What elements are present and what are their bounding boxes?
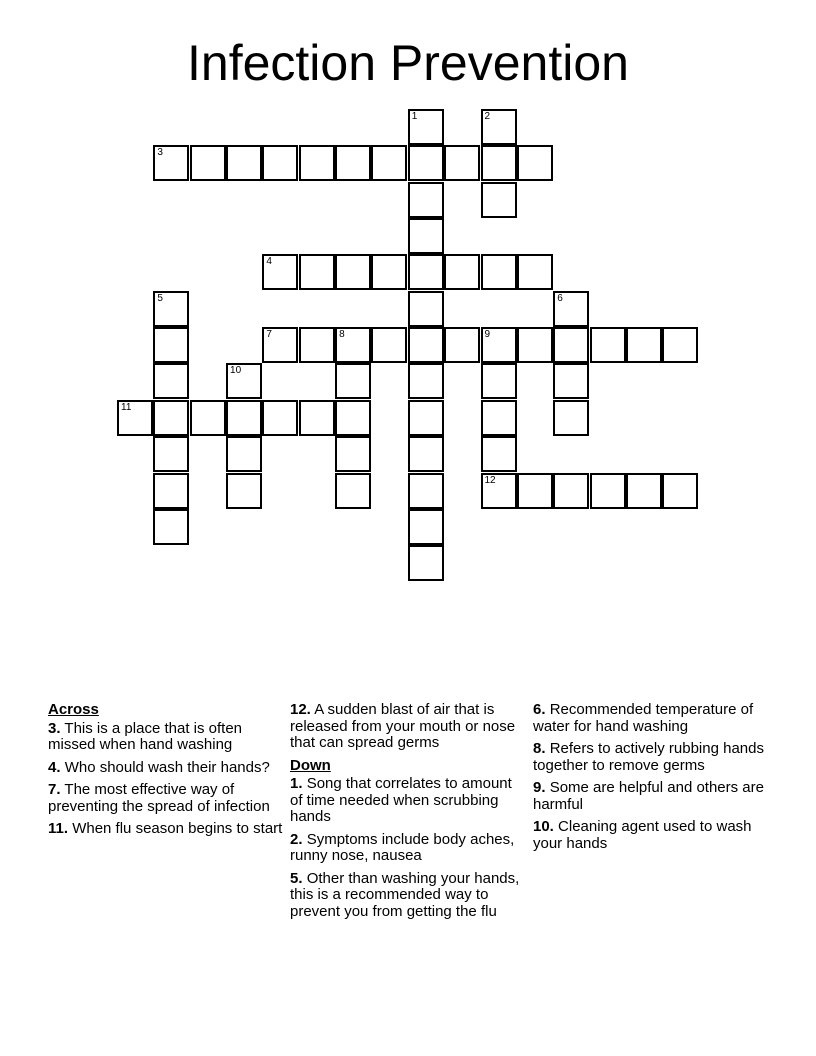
down-heading: Down [290,756,331,774]
clue-text: Recommended temperature of water for hand washing [533,701,754,735]
clue-number: 2 [484,111,491,122]
grid-cell[interactable] [262,145,298,181]
grid-cell[interactable] [226,400,262,436]
clue-number: 5 [157,292,163,304]
grid-cell[interactable] [444,145,480,181]
grid-cell[interactable] [481,436,517,472]
clue-number-label: 2. [290,830,303,848]
clue-number: 12 [484,474,496,486]
grid-cell[interactable] [371,145,407,181]
clue [533,702,769,735]
grid-cell[interactable] [408,327,444,363]
grid-cell[interactable] [517,473,553,509]
grid-cell[interactable] [299,145,335,181]
clue [48,821,284,838]
grid-cell[interactable] [299,254,335,290]
clue-text: A sudden blast of air that is released from your mouth or nose that can spread germs [290,701,516,751]
clue-text: Some are helpful and others are harmful [533,779,764,813]
clue-number-label: 6. [533,701,546,718]
grid-cell[interactable] [153,473,189,509]
grid-cell[interactable] [335,254,371,290]
grid-cell[interactable] [481,400,517,436]
grid-cell[interactable] [408,473,444,509]
grid-cell[interactable] [335,473,371,509]
grid-cell[interactable] [408,436,444,472]
clue-column-1 [48,702,284,844]
grid-cell[interactable] [299,327,335,363]
grid-cell[interactable] [299,400,335,436]
grid-cell[interactable] [190,400,226,436]
clue-text: Song that correlates to amount of time needed when scrubbing hands [290,775,512,825]
clue-number: 9 [484,329,491,341]
grid-cell[interactable] [408,291,444,327]
grid-cell[interactable] [226,473,262,509]
grid-cell[interactable] [335,363,371,399]
grid-cell[interactable] [481,363,517,399]
clue [48,782,284,815]
clue-column-3 [533,702,769,858]
grid-cell[interactable] [408,145,444,181]
grid-cell[interactable] [590,473,626,509]
clue-number: 6 [557,292,563,304]
clue-number: 4 [266,256,272,268]
grid-cell[interactable] [662,327,698,363]
clue-number-label: 10. [533,818,554,835]
clue-number-label: 7. [48,781,61,798]
clue-text: Who should wash their hands? [64,758,270,776]
clue-text: When flu season begins to start [72,820,283,837]
grid-cell[interactable] [226,145,262,181]
grid-cell[interactable] [408,182,444,218]
grid-cell[interactable] [226,363,262,399]
clue-number-label: 4. [48,758,61,776]
grid-cell[interactable] [626,327,662,363]
grid-cell[interactable] [335,436,371,472]
grid-cell[interactable] [481,473,517,509]
grid-cell[interactable] [481,145,517,181]
grid-cell[interactable] [408,218,444,254]
grid-cell[interactable] [481,254,517,290]
grid-cell[interactable] [662,473,698,509]
clue-text: This is a place that is often missed when hand washing [48,719,243,753]
grid-cell[interactable] [481,182,517,218]
clue [533,780,769,813]
clue-number-label: 9. [533,779,546,796]
grid-cell[interactable] [553,327,589,363]
grid-cell[interactable] [262,327,298,363]
grid-cell[interactable] [153,291,189,327]
grid-cell[interactable] [408,545,444,581]
grid-cell[interactable] [553,363,589,399]
grid-cell[interactable] [444,254,480,290]
grid-cell[interactable] [481,109,517,145]
grid-cell[interactable] [262,254,298,290]
clue-number: 3 [157,147,163,159]
grid-cell[interactable] [553,400,589,436]
clue-number-label: 11. [48,820,69,837]
grid-cell[interactable] [626,473,662,509]
grid-cell[interactable] [335,400,371,436]
across-heading: Across [48,701,99,718]
clue-text: Other than washing your hands, this is a recommended way to prevent you from getting the flu [290,869,520,920]
grid-cell[interactable] [408,109,444,145]
grid-cell[interactable] [153,145,189,181]
grid-cell[interactable] [408,254,444,290]
grid-cell[interactable] [153,509,189,545]
grid-cell[interactable] [153,363,189,399]
grid-cell[interactable] [444,327,480,363]
grid-cell[interactable] [408,509,444,545]
clue [48,721,284,754]
clue-text: Cleaning agent used to wash your hands [533,818,752,852]
clue-number: 7 [266,329,272,341]
grid-cell[interactable] [371,254,407,290]
grid-cell[interactable] [190,145,226,181]
clue-number: 11 [121,401,132,413]
clue [48,760,284,777]
grid-cell[interactable] [153,400,189,436]
grid-cell[interactable] [481,327,517,363]
grid-cell[interactable] [517,327,553,363]
grid-cell[interactable] [117,400,153,436]
clue-number: 8 [339,329,345,341]
grid-cell[interactable] [226,436,262,472]
clue [533,819,769,852]
grid-cell[interactable] [517,145,553,181]
clue [290,832,526,865]
clue [290,871,526,921]
clue [290,776,526,826]
clue-text: The most effective way of preventing the spread of infection [48,781,270,815]
clue-number: 10 [230,365,242,377]
clue-text: Refers to actively rubbing hands together to remove germs [533,740,764,774]
grid-cell[interactable] [371,327,407,363]
page-title: Infection Prevention [187,35,629,91]
grid-cell[interactable] [590,327,626,363]
clue [533,741,769,774]
clue-text: Symptoms include body aches, runny nose, nausea [290,830,515,864]
clue-number-label: 12. [290,701,311,718]
grid-cell[interactable] [517,254,553,290]
grid-cell[interactable] [153,327,189,363]
clue-number-label: 1. [290,775,303,792]
grid-cell[interactable] [553,473,589,509]
grid-cell[interactable] [408,363,444,399]
grid-cell[interactable] [153,436,189,472]
grid-cell[interactable] [262,400,298,436]
grid-cell[interactable] [335,327,371,363]
clue [290,702,526,752]
grid-cell[interactable] [335,145,371,181]
grid-cell[interactable] [408,400,444,436]
clue-number-label: 3. [48,719,61,737]
clue-number-label: 8. [533,740,546,757]
clue-column-2 [290,702,526,926]
grid-cell[interactable] [553,291,589,327]
clue-number-label: 5. [290,869,303,887]
clue-number: 1 [411,111,418,122]
